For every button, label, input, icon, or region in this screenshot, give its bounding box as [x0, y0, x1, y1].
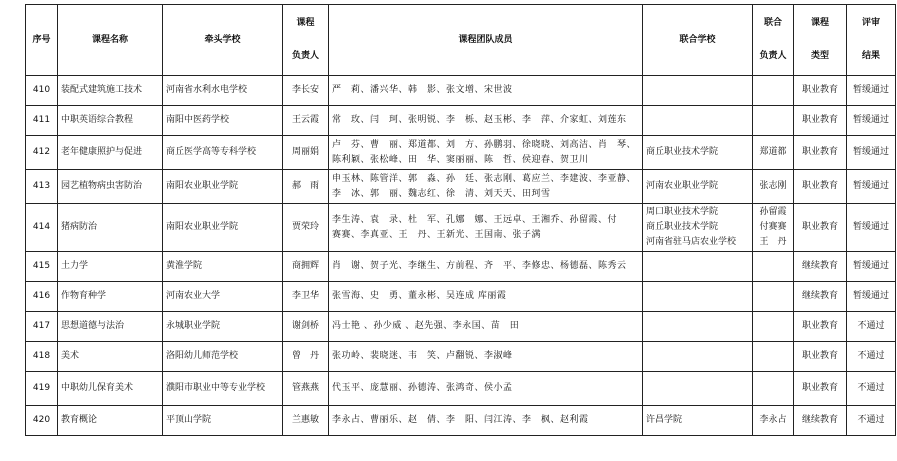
- cell-seq: 412: [26, 136, 58, 170]
- cell-result: 暂缓通过: [847, 204, 896, 252]
- table-row: [26, 372, 896, 406]
- joint-leader-line: 张志刚: [759, 181, 787, 191]
- team-members-line: 陈利颖、张松峰、田 华、窦丽丽、陈 哲、侯迎春、贺卫川: [332, 154, 589, 165]
- team-members-line: 李永占、曹丽乐、赵 倩、李 阳、闫江涛、李 枫、赵利霞: [332, 415, 589, 425]
- table-row: [26, 106, 896, 136]
- cell-result: 暂缓通过: [847, 170, 896, 204]
- cell-leader: 曾 丹: [283, 342, 329, 372]
- joint-leader-line: 付赛赛: [759, 222, 787, 232]
- cell-team-members: [329, 252, 643, 282]
- header-result: [847, 5, 896, 76]
- cell-course-name: 园艺植物病虫害防治: [58, 170, 163, 204]
- cell-lead-school: 商丘医学高等专科学校: [163, 136, 283, 170]
- team-members-line: 冯士艳 、孙少威 、赵先强、李永国、苗 田: [332, 321, 520, 331]
- joint-school-line: 商丘职业技术学院: [646, 222, 719, 232]
- team-members-line: 赛赛、李真亚、王 丹、王新光、王国南、张子满: [332, 229, 542, 240]
- header-team: 课程团队成员: [329, 5, 643, 76]
- cell-course-name: 中职幼儿保育美术: [58, 372, 163, 406]
- cell-type: 职业教育: [794, 76, 847, 106]
- joint-school-line: 周口职业技术学院: [646, 207, 719, 217]
- cell-leader: 管燕燕: [283, 372, 329, 406]
- cell-course-name: 老年健康照护与促进: [58, 136, 163, 170]
- cell-type: 职业教育: [794, 372, 847, 406]
- cell-seq: 415: [26, 252, 58, 282]
- cell-lead-school: 南阳中医药学校: [163, 106, 283, 136]
- cell-team-members: [329, 106, 643, 136]
- cell-joint-school: [643, 372, 753, 406]
- cell-course-name: 思想道德与法治: [58, 312, 163, 342]
- cell-joint-leader: [753, 106, 794, 136]
- header-leader-line1: 课程: [296, 18, 315, 28]
- cell-course-name: 作物育种学: [58, 282, 163, 312]
- cell-course-name: 中职英语综合教程: [58, 106, 163, 136]
- cell-leader: 周丽娟: [283, 136, 329, 170]
- team-members-line: 李生涛、袁 录、杜 军、孔娜 娜、王远卓、王湘乔、孙留霞、付: [332, 214, 618, 225]
- cell-team-members: [329, 312, 643, 342]
- team-members-line: 张雪海、史 勇、董永彬、吴连成 库丽霞: [332, 291, 507, 301]
- header-type: [794, 5, 847, 76]
- cell-result: 不通过: [847, 342, 896, 372]
- cell-joint-leader: [753, 252, 794, 282]
- team-members-line: 卢 芬、曹 丽、郑道都、刘 方、孙鹏羽、徐晓晓、刘高洁、肖 琴、: [332, 139, 637, 150]
- cell-leader: 王云霞: [283, 106, 329, 136]
- cell-joint-school: [643, 312, 753, 342]
- cell-seq: 420: [26, 406, 58, 436]
- cell-joint-school: [643, 106, 753, 136]
- cell-result: 不通过: [847, 312, 896, 342]
- joint-leader-line: 郑道都: [759, 147, 787, 157]
- header-leader: [283, 5, 329, 76]
- cell-course-name: 教育概论: [58, 406, 163, 436]
- cell-course-name: 猪病防治: [58, 204, 163, 252]
- cell-team-members: [329, 204, 643, 252]
- cell-team-members: [329, 342, 643, 372]
- table-row: [26, 406, 896, 436]
- cell-result: 暂缓通过: [847, 282, 896, 312]
- header-result-line2: 结果: [861, 51, 880, 61]
- cell-result: 暂缓通过: [847, 76, 896, 106]
- joint-school-line: 许昌学院: [646, 415, 683, 425]
- cell-joint-leader: [753, 204, 794, 252]
- cell-lead-school: 平顶山学院: [163, 406, 283, 436]
- cell-joint-leader: [753, 282, 794, 312]
- cell-lead-school: 南阳农业职业学院: [163, 170, 283, 204]
- cell-joint-leader: [753, 372, 794, 406]
- joint-leader-line: 孙留霞: [759, 207, 787, 217]
- cell-seq: 419: [26, 372, 58, 406]
- cell-joint-school: [643, 170, 753, 204]
- cell-course-name: 美术: [58, 342, 163, 372]
- cell-joint-leader: [753, 136, 794, 170]
- cell-result: 暂缓通过: [847, 252, 896, 282]
- cell-type: 职业教育: [794, 170, 847, 204]
- cell-leader: 郝 雨: [283, 170, 329, 204]
- team-members-line: 肖 谢、贺子光、李继生、方前程、齐 平、李修忠、杨德磊、陈秀云: [332, 261, 627, 271]
- course-review-table: [25, 4, 896, 436]
- cell-type: 职业教育: [794, 136, 847, 170]
- header-course-name: 课程名称: [58, 5, 163, 76]
- cell-lead-school: 南阳农业职业学院: [163, 204, 283, 252]
- cell-joint-school: [643, 282, 753, 312]
- team-members-line: 申玉林、陈管洋、郭 淼、孙 廷、张志刚、葛应兰、李建波、李亚静、: [332, 173, 637, 184]
- cell-type: 职业教育: [794, 342, 847, 372]
- cell-lead-school: 洛阳幼儿师范学校: [163, 342, 283, 372]
- team-members-line: 代玉平、庞慧丽、孙德涛、张鸿奇、侯小孟: [332, 383, 513, 393]
- cell-joint-school: [643, 136, 753, 170]
- header-joint-leader: [753, 5, 794, 76]
- cell-type: 继续教育: [794, 282, 847, 312]
- cell-result: 不通过: [847, 406, 896, 436]
- table-body: [26, 76, 896, 436]
- header-result-line1: 评审: [861, 18, 880, 28]
- team-members-line: 严 莉、潘兴华、韩 影、张文增、宋世波: [332, 85, 513, 95]
- joint-school-line: 河南省驻马店农业学校: [646, 237, 737, 247]
- cell-leader: 李长安: [283, 76, 329, 106]
- cell-type: 职业教育: [794, 312, 847, 342]
- cell-lead-school: 濮阳市职业中等专业学校: [163, 372, 283, 406]
- cell-type: 职业教育: [794, 204, 847, 252]
- table-row: [26, 252, 896, 282]
- cell-joint-leader: [753, 406, 794, 436]
- cell-team-members: [329, 372, 643, 406]
- header-joint-leader-line2: 负责人: [759, 51, 787, 61]
- cell-result: 暂缓通过: [847, 106, 896, 136]
- team-members-line: 李 冰、郭 丽、魏志红、徐 清、刘天天、田珂雪: [332, 188, 551, 199]
- table-row: [26, 204, 896, 252]
- cell-joint-leader: [753, 170, 794, 204]
- table-row: [26, 76, 896, 106]
- cell-seq: 416: [26, 282, 58, 312]
- header-type-line2: 类型: [810, 51, 829, 61]
- cell-lead-school: 河南农业大学: [163, 282, 283, 312]
- header-seq: 序号: [26, 5, 58, 76]
- cell-lead-school: 永城职业学院: [163, 312, 283, 342]
- joint-school-line: 商丘职业技术学院: [646, 147, 719, 157]
- cell-course-name: 装配式建筑施工技术: [58, 76, 163, 106]
- cell-team-members: [329, 282, 643, 312]
- cell-joint-school: [643, 406, 753, 436]
- cell-course-name: 土力学: [58, 252, 163, 282]
- cell-joint-school: [643, 76, 753, 106]
- table-row: [26, 342, 896, 372]
- cell-seq: 418: [26, 342, 58, 372]
- cell-leader: 兰惠敏: [283, 406, 329, 436]
- cell-leader: 李卫华: [283, 282, 329, 312]
- cell-seq: 411: [26, 106, 58, 136]
- header-lead-school: 牵头学校: [163, 5, 283, 76]
- cell-lead-school: 黄淮学院: [163, 252, 283, 282]
- cell-team-members: [329, 76, 643, 106]
- cell-joint-school: [643, 252, 753, 282]
- joint-leader-line: 李永占: [759, 415, 787, 425]
- cell-result: 不通过: [847, 372, 896, 406]
- table-row: [26, 136, 896, 170]
- cell-joint-leader: [753, 312, 794, 342]
- cell-joint-school: [643, 342, 753, 372]
- cell-team-members: [329, 136, 643, 170]
- cell-result: 暂缓通过: [847, 136, 896, 170]
- cell-type: 职业教育: [794, 106, 847, 136]
- cell-joint-leader: [753, 342, 794, 372]
- header-type-line1: 课程: [810, 18, 829, 28]
- cell-type: 继续教育: [794, 406, 847, 436]
- joint-leader-line: 王 丹: [759, 237, 787, 247]
- header-leader-line2: 负责人: [291, 51, 319, 61]
- cell-seq: 413: [26, 170, 58, 204]
- team-members-line: 张功岭、裴晓迷、韦 笑、卢翻锐、李淑峰: [332, 351, 513, 361]
- table-row: [26, 282, 896, 312]
- cell-leader: 谢剑桥: [283, 312, 329, 342]
- cell-type: 继续教育: [794, 252, 847, 282]
- cell-joint-school: [643, 204, 753, 252]
- cell-seq: 414: [26, 204, 58, 252]
- table-row: [26, 312, 896, 342]
- table-row: [26, 170, 896, 204]
- team-members-line: 常 玫、闫 珂、张明锐、李 栎、赵玉彬、李 萍、介家虹、刘莲东: [332, 115, 627, 125]
- cell-seq: 417: [26, 312, 58, 342]
- header-row: [26, 5, 896, 76]
- joint-school-line: 河南农业职业学院: [646, 181, 719, 191]
- cell-seq: 410: [26, 76, 58, 106]
- cell-joint-leader: [753, 76, 794, 106]
- header-joint-leader-line1: 联合: [763, 18, 782, 28]
- cell-leader: 贾荣玲: [283, 204, 329, 252]
- cell-team-members: [329, 406, 643, 436]
- header-joint-school: 联合学校: [643, 5, 753, 76]
- cell-team-members: [329, 170, 643, 204]
- cell-leader: 商拥辉: [283, 252, 329, 282]
- cell-lead-school: 河南省水利水电学校: [163, 76, 283, 106]
